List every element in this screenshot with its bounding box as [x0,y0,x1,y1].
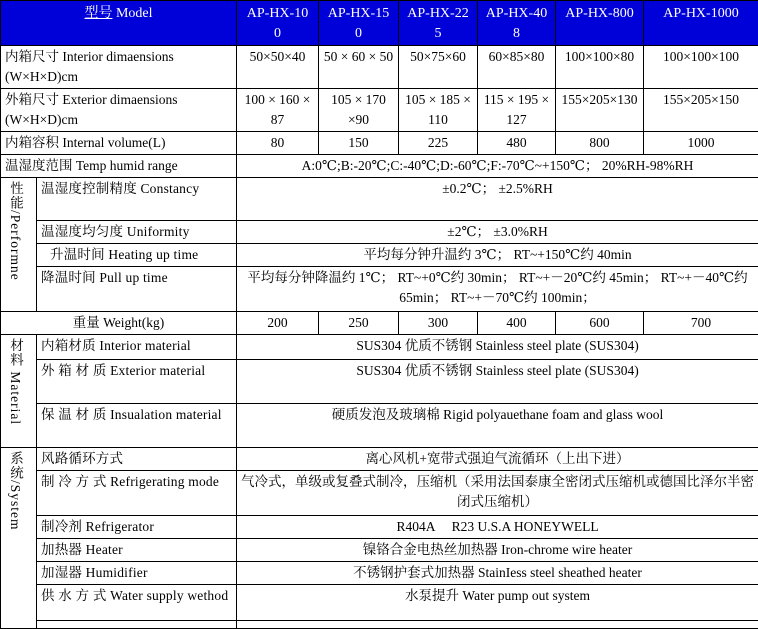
table-row [1,312,758,335]
row-label-interior-dims: 内箱尺寸 Interior dimaensions (W×H×D)cm [1,46,237,89]
constancy-value: ±0.2℃； ±2.5%RH [237,178,758,221]
table-row [1,471,758,516]
row-label-constancy: 温湿度控制精度 Constancy [37,178,237,221]
row-label-air-circulation: 风路循环方式 [37,448,237,471]
model-label-en: Model [112,6,152,21]
model-header-cell: AP-HX-100 [237,1,319,46]
model-header-label [1,1,237,46]
table-row-cutoff [1,621,758,629]
interior-dims-cell: 50×50×40 [237,46,319,89]
row-label-internal-volume: 内箱容积 Internal volume(L) [1,132,237,155]
row-label-uniformity: 温湿度均匀度 Uniformity [37,221,237,244]
exterior-material-value: SUS304 优质不锈钢 Stainless steel plate (SUS304) [237,360,758,404]
interior-dims-cell: 50 × 60 × 50 [319,46,399,89]
interior-material-value: SUS304 优质不锈钢 Stainless steel plate (SUS304) [237,335,758,360]
table-row [1,267,758,312]
row-label-interior-material: 内箱材质 Interior material [37,335,237,360]
weight-cell: 400 [478,312,556,335]
humidifier-value: 不锈钢护套式加热器 StainIess steel sheathed heater [237,562,758,585]
air-circulation-value: 离心风机+宽带式强迫气流循环（上出下进） [237,448,758,471]
row-label-refrigerant: 制冷剂 Refrigerator [37,516,237,539]
table-row [1,562,758,585]
model-label-cn: 型号 [84,6,112,21]
table-row [1,448,758,471]
row-label-refrigerating-mode: 制 冷 方 式 Refrigerating mode [37,471,237,516]
model-header-cell: AP-HX-225 [399,1,478,46]
weight-cell: 200 [237,312,319,335]
interior-dims-cell: 50×75×60 [399,46,478,89]
cutoff-cell [37,621,237,629]
table-row [1,516,758,539]
section-label-system: 系统/System [1,448,37,629]
row-label-insulation-material: 保 温 材 质 Insualation material [37,404,237,448]
uniformity-value: ±2℃； ±3.0%RH [237,221,758,244]
table-row [1,360,758,404]
internal-volume-cell: 800 [556,132,644,155]
exterior-dims-cell: 105 × 185 × 110 [399,89,478,132]
row-label-pull-up-time: 降温时间 Pull up time [37,267,237,312]
row-label-heater: 加热器 Heater [37,539,237,562]
interior-dims-cell: 100×100×100 [644,46,758,89]
internal-volume-cell: 150 [319,132,399,155]
row-label-humidifier: 加湿器 Humidifier [37,562,237,585]
model-header-cell: AP-HX-150 [319,1,399,46]
row-label-heating-up-time: 升温时间 Heating up time [37,244,237,267]
heater-value: 镍铬合金电热丝加热器 Iron-chrome wire heater [237,539,758,562]
insulation-material-value: 硬质发泡及玻璃棉 Rigid polyauethane foam and glass wool [237,404,758,448]
refrigerant-value: R404A R23 U.S.A HONEYWELL [237,516,758,539]
internal-volume-cell: 1000 [644,132,758,155]
interior-dims-cell: 60×85×80 [478,46,556,89]
pull-up-time-value: 平均每分钟降温约 1℃； RT~+0℃约 30min； RT~+－20℃约 45min； RT~+－40℃约 65min； RT~+－70℃约 100min； [237,267,758,312]
weight-cell: 600 [556,312,644,335]
table-row [1,221,758,244]
model-header-cell: AP-HX-800 [556,1,644,46]
table-row [1,404,758,448]
exterior-dims-cell: 155×205×130 [556,89,644,132]
model-header-cell: AP-HX-1000 [644,1,758,46]
heating-up-time-value: 平均每分钟升温约 3℃； RT~+150℃约 40min [237,244,758,267]
table-row [1,585,758,621]
section-label-performance: 性能/Performne [1,178,37,312]
interior-dims-cell: 100×100×80 [556,46,644,89]
row-label-water-supply: 供 水 方 式 Water supply wethod [37,585,237,621]
weight-cell: 250 [319,312,399,335]
row-label-exterior-material: 外 箱 材 质 Exterior material [37,360,237,404]
exterior-dims-cell: 115 × 195 × 127 [478,89,556,132]
table-row [1,89,758,132]
internal-volume-cell: 80 [237,132,319,155]
table-row [1,335,758,360]
internal-volume-cell: 480 [478,132,556,155]
water-supply-value: 水泵提升 Water pump out system [237,585,758,621]
exterior-dims-cell: 155×205×150 [644,89,758,132]
temp-humid-range-value: A:0℃;B:-20℃;C:-40℃;D:-60℃;F:-70℃~+150℃； 20%RH-98%RH [237,155,758,178]
table-row [1,1,758,46]
internal-volume-cell: 225 [399,132,478,155]
table-row [1,132,758,155]
table-row [1,178,758,221]
table-row [1,155,758,178]
table-row [1,244,758,267]
exterior-dims-cell: 105 × 170 ×90 [319,89,399,132]
table-row [1,46,758,89]
row-label-weight: 重量 Weight(kg) [1,312,237,335]
table-row [1,539,758,562]
section-label-material: 材料 Material [1,335,37,448]
refrigerating-mode-value: 气冷式，单级或复叠式制冷，压缩机（采用法国泰康全密闭式压缩机或德国比泽尔半密闭式压缩机） [237,471,758,516]
row-label-exterior-dims: 外箱尺寸 Exterior dimaensions (W×H×D)cm [1,89,237,132]
weight-cell: 700 [644,312,758,335]
exterior-dims-cell: 100 × 160 × 87 [237,89,319,132]
row-label-temp-humid-range: 温湿度范围 Temp humid range [1,155,237,178]
cutoff-cell [237,621,758,629]
weight-cell: 300 [399,312,478,335]
model-header-cell: AP-HX-408 [478,1,556,46]
